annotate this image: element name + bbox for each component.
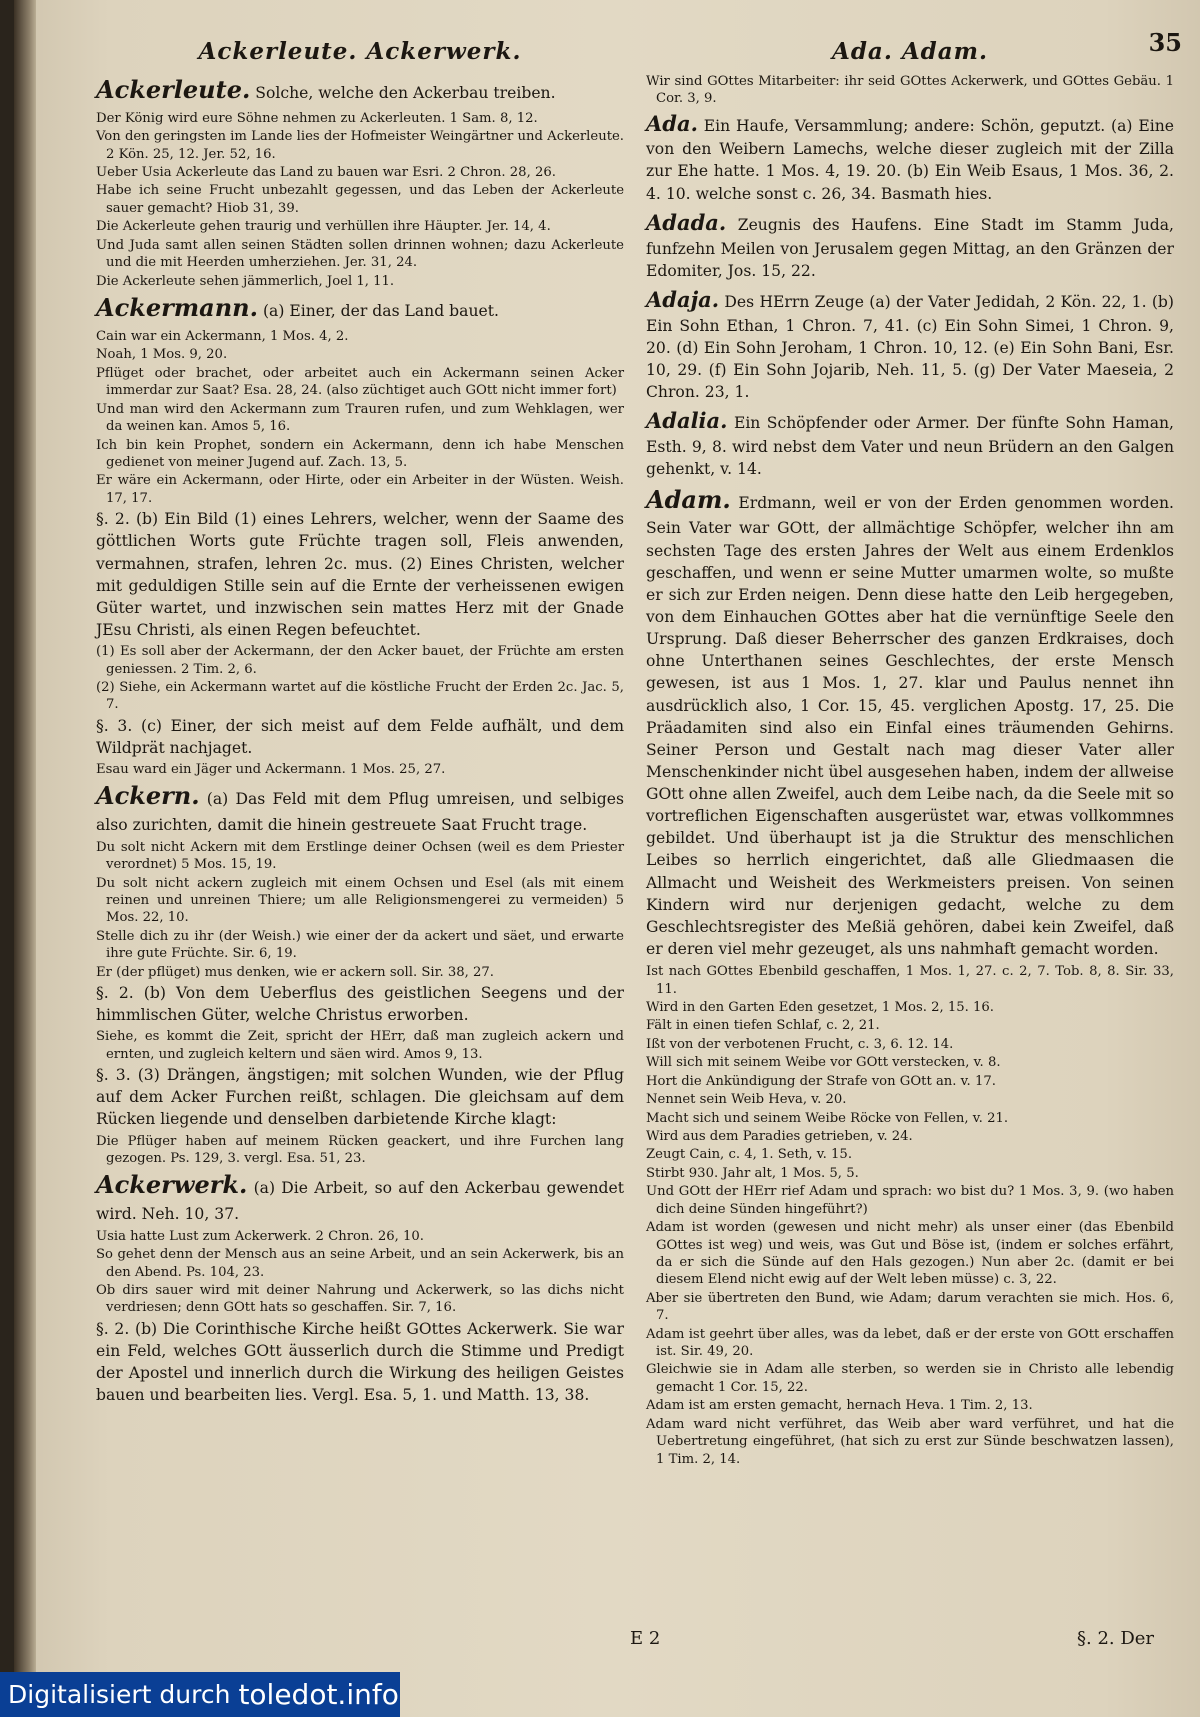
quotation-line: Er wäre ein Ackermann, oder Hirte, oder ein Arbeiter in der Wüsten. Weish. 17, 17. bbox=[96, 473, 624, 506]
quotation-list bbox=[96, 1133, 624, 1168]
quotation-list bbox=[96, 328, 624, 507]
entry-definition: (a) Das Feld mit dem Pflug umreisen, und selbiges also zurichten, damit die hinein gestreuete Saat Frucht trage. bbox=[96, 790, 624, 834]
left-column bbox=[96, 36, 624, 1408]
quotation-line: Stirbt 930. Jahr alt, 1 Mos. 5, 5. bbox=[646, 1165, 859, 1181]
quotation-line: Der König wird eure Söhne nehmen zu Ackerleuten. 1 Sam. 8, 12. bbox=[96, 110, 538, 126]
quotation-line: Adam ist worden (gewesen und nicht mehr) als unser einer (das Ebenbild GOttes ist weg) und weis, was Gut und Böse ist, (indem er solches erfährt, da er sich die Sünde auf den Hals gezogen.) Nun aber 2c. (damit er bei diesem Elend nicht ewig auf der Welt leben müsse) c. 3, 22. bbox=[646, 1220, 1174, 1288]
quotation-line: Nennet sein Weib Heva, v. 20. bbox=[646, 1092, 847, 1108]
quotation-line: So gehet denn der Mensch aus an seine Arbeit, und an sein Ackerwerk, bis an den Abend. Ps. 104, 23. bbox=[96, 1247, 624, 1280]
quotation-line: Ich bin kein Prophet, sondern ein Ackermann, denn ich habe Menschen gedienet von meiner Jugend auf. Zach. 13, 5. bbox=[96, 437, 624, 470]
entry-section: §. 3. (c) Einer, der sich meist auf dem Felde aufhält, und dem Wildprät nachjaget. bbox=[96, 716, 624, 757]
entry-headword: Ackermann. bbox=[96, 292, 258, 322]
quotation-line: Pflüget oder brachet, oder arbeitet auch ein Ackermann seinen Acker immerdar zur Saat? Esa. 28, 24. (also züchtiget auch GOtt nicht immer fort) bbox=[96, 365, 624, 399]
quotation-list bbox=[96, 761, 624, 778]
quotation-line: Hort die Ankündigung der Strafe von GOtt an. v. 17. bbox=[646, 1073, 996, 1089]
quotation-line: Du solt nicht Ackern mit dem Erstlinge deiner Ochsen (weil es dem Priester verordnet) 5 Mos. 15, 19. bbox=[96, 839, 624, 873]
entry-definition: Solche, welche den Ackerbau treiben. bbox=[255, 83, 556, 102]
entry-headword: Adada. bbox=[646, 209, 727, 235]
entry-ackermann bbox=[96, 291, 624, 325]
quotation-line: Ißt von der verbotenen Frucht, c. 3, 6. 12. 14. bbox=[646, 1036, 954, 1052]
digitization-banner bbox=[0, 1672, 400, 1717]
entry-ackerwerk bbox=[96, 1168, 624, 1224]
entry-headword: Ada. bbox=[646, 110, 698, 136]
quotation-list bbox=[96, 839, 624, 981]
entry-adalia bbox=[646, 406, 1174, 480]
banner-site-link[interactable]: toledot.info bbox=[238, 1678, 399, 1711]
entry-ackerleute bbox=[96, 73, 624, 107]
quotation-line: Wir sind GOttes Mitarbeiter: ihr seid GOttes Ackerwerk, und GOttes Gebäu. 1 Cor. 3, 9. bbox=[646, 73, 1174, 107]
entry-section: §. 2. (b) Von dem Ueberflus des geistlichen Seegens und der himmlischen Güter, welche Christus erworben. bbox=[96, 984, 624, 1025]
quotation-line: Die Ackerleute sehen jämmerlich, Joel 1, 11. bbox=[96, 273, 395, 289]
left-running-head: Ackerleute. Ackerwerk. bbox=[198, 38, 522, 65]
quotation-line: Esau ward ein Jäger und Ackermann. 1 Mos. 25, 27. bbox=[96, 762, 446, 778]
quotation-line: Aber sie übertreten den Bund, wie Adam; darum verachten sie mich. Hos. 6, 7. bbox=[646, 1290, 1174, 1324]
quotation-line: Adam ist geehrt über alles, was da lebet, daß er der erste von GOtt erschaffen ist. Sir. 49, 20. bbox=[646, 1326, 1174, 1360]
quotation-line: Will sich mit seinem Weibe vor GOtt verstecken, v. 8. bbox=[646, 1055, 1001, 1071]
quotation-line: Ist nach GOttes Ebenbild geschaffen, 1 Mos. 1, 27. c. 2, 7. Tob. 8, 8. Sir. 33, 11. bbox=[646, 964, 1174, 997]
quotation-line: Gleichwie sie in Adam alle sterben, so werden sie in Christo alle lebendig gemacht 1 Cor. 15, 22. bbox=[646, 1362, 1174, 1395]
quotation-list bbox=[96, 1028, 624, 1063]
quotation-line: Ob dirs sauer wird mit deiner Nahrung und Ackerwerk, so las dichs nicht verdriesen; denn GOtt hats so geschaffen. Sir. 7, 16. bbox=[96, 1282, 624, 1316]
entry-headword: Ackern. bbox=[96, 781, 200, 811]
entry-headword: Adaja. bbox=[646, 286, 720, 312]
entry-definition: Ein Schöpfender oder Armer. Der fünfte Sohn Haman, Esth. 9, 8. wird nebst dem Vater und neun Brüdern an den Galgen gehenkt, v. 14. bbox=[646, 414, 1174, 479]
entry-definition: (a) Einer, der das Land bauet. bbox=[262, 301, 499, 320]
entry-section: §. 2. (b) Die Corinthische Kirche heißt GOttes Ackerwerk. Sie war ein Feld, welches GOtt äusserlich durch die Stimme und Predigt der Apostel und innerlich durch die Wirkung des heiligen Geistes bauen und bearbeiten lies. Vergl. Esa. 5, 1. und Matth. 13, 38. bbox=[96, 1319, 624, 1405]
signature-mark: E 2 bbox=[630, 1628, 661, 1649]
quotation-line: Fält in einen tiefen Schlaf, c. 2, 21. bbox=[646, 1018, 880, 1034]
quotation-list bbox=[646, 73, 1174, 108]
quotation-line: Siehe, es kommt die Zeit, spricht der HErr, daß man zugleich ackern und ernten, und zugleich keltern und säen wird. Amos 9, 13. bbox=[96, 1029, 624, 1062]
entry-section: §. 2. (b) Ein Bild (1) eines Lehrers, welcher, wenn der Saame des göttlichen Worts gute Früchte tragen soll, Fleis anwenden, vermahnen, strafen, lehren 2c. mus. (2) Eines Christen, welcher mit geduldigen Stille sein auf die Ernte der verheissenen ewigen Güter wartet, und inzwischen sein mattes Herz mit der Gnade JEsu Christi, als einen Regen befeuchtet. bbox=[96, 510, 624, 639]
quotation-line: Zeugt Cain, c. 4, 1. Seth, v. 15. bbox=[646, 1147, 853, 1163]
quotation-line: Er (der pflüget) mus denken, wie er ackern soll. Sir. 38, 27. bbox=[96, 964, 494, 980]
quotation-line: Ueber Usia Ackerleute das Land zu bauen war Esri. 2 Chron. 28, 26. bbox=[96, 165, 556, 180]
quotation-line: Und man wird den Ackermann zum Trauren rufen, und zum Wehklagen, wer da weinen kan. Amos 5, 16. bbox=[96, 401, 624, 435]
quotation-line: (1) Es soll aber der Ackermann, der den Acker bauet, der Früchte am ersten geniessen. 2 Tim. 2, 6. bbox=[96, 644, 624, 677]
quotation-line: Usia hatte Lust zum Ackerwerk. 2 Chron. 26, 10. bbox=[96, 1228, 424, 1244]
quotation-line: Adam ward nicht verführet, das Weib aber ward verführet, und hat die Uebertretung eingeführet, (hat sich zu erst zur Sünde beschwatzen lassen), 1 Tim. 2, 14. bbox=[646, 1416, 1174, 1467]
entry-definition: Erdmann, weil er von der Erden genommen worden. Sein Vater war GOtt, der allmächtige Schöpfer, welcher ihn am sechsten Tage des ersten Jahres der Welt aus einem Erdenklos geschaffen, und wenn er seine Mutter umarmen wolte, so mußte er sich zur Erden neigen. Denn diese hatte den Leib hergegeben, von dem Einhauchen GOttes aber hat die vernünftige Seele den Ursprung. Daß dieser Beherrscher des ganzen Erdkraises, doch ohne Unterthanen seines Geschlechtes, der erste Mensch gewesen, ist aus 1 Mos. 1, 27. klar und Paulus nennet ihn ausdrücklich also, 1 Cor. 15, 45. verglichen Apostg. 17, 25. Die Präadamiten sind also ein Einfal eines träumenden Gehirns. Seiner Person und Gestalt nach mag dieser Vater aller Menschenkinder nicht übel ausgesehen haben, indem der allweise GOtt ohne allen Zweifel, auch dem Leibe nach, da die Seele mit so vortreflichen Eigenschaften ausgerüstet war, etwas vollkommnes gebildet. Und überhaupt ist ja die Struktur des menschlichen Leibes so herrlich eingerichtet, daß alle Gliedmaasen die Allmacht und Weisheit des Werkmeisters preisen. Von seinen Kindern wird nur derjenigen gedacht, welche zu dem Geschlechtsregister des Meßiä gehören, dabei kein Zweifel, daß er deren viel mehr gezeuget, als uns nahmhaft gemacht worden. bbox=[646, 494, 1174, 959]
quotation-list bbox=[96, 643, 624, 714]
quotation-line: Die Pflüger haben auf meinem Rücken geackert, und ihre Furchen lang gezogen. Ps. 129, 3. vergl. Esa. 51, 23. bbox=[96, 1133, 624, 1167]
quotation-line: Noah, 1 Mos. 9, 20. bbox=[96, 347, 228, 363]
entry-definition: Des HErrn Zeuge (a) der Vater Jedidah, 2 Kön. 22, 1. (b) Ein Sohn Ethan, 1 Chron. 7, 41. (c) Ein Sohn Simei, 1 Chron. 9, 20. (d) Ein Sohn Jeroham, 1 Chron. 10, 12. (e) Ein Sohn Bani, Esr. 10, 29. (f) Ein Sohn Jojarib, Neh. 11, 5. (g) Der Vater Maeseia, 2 Chron. 23, 1. bbox=[646, 292, 1174, 402]
entry-headword: Adalia. bbox=[646, 408, 728, 434]
previous-page-edge bbox=[14, 0, 36, 1717]
book-page bbox=[14, 0, 1200, 1717]
catchword: §. 2. Der bbox=[1077, 1628, 1155, 1649]
entry-adam bbox=[646, 483, 1174, 960]
entry-definition: Zeugnis des Haufens. Eine Stadt im Stamm Juda, funfzehn Meilen von Jerusalem gegen Mittag, an den Gränzen der Edomiter, Jos. 15, 22. bbox=[646, 215, 1174, 280]
quotation-line: Macht sich und seinem Weibe Röcke von Fellen, v. 21. bbox=[646, 1110, 1009, 1126]
quotation-line: Habe ich seine Frucht unbezahlt gegessen, und das Leben der Ackerleute sauer gemacht? Hiob 31, 39. bbox=[96, 183, 624, 216]
page-number: 35 bbox=[1148, 28, 1182, 57]
quotation-line: Du solt nicht ackern zugleich mit einem Ochsen und Esel (als mit einem reinen und unreinen Thiere; um alle Religionsmengerei zu vermeiden) 5 Mos. 22, 10. bbox=[96, 875, 624, 926]
quotation-list bbox=[96, 110, 624, 290]
quotation-list bbox=[96, 1228, 624, 1317]
quotation-list bbox=[646, 963, 1174, 1468]
entry-adaja bbox=[646, 285, 1174, 403]
quotation-line: Und GOtt der HErr rief Adam und sprach: wo bist du? 1 Mos. 3, 9. (wo haben dich deine Sünden hingeführt?) bbox=[646, 1184, 1174, 1217]
quotation-line: Adam ist am ersten gemacht, hernach Heva. 1 Tim. 2, 13. bbox=[646, 1398, 1033, 1414]
quotation-line: Und Juda samt allen seinen Städten sollen drinnen wohnen; dazu Ackerleute und die mit Heerden umherziehen. Jer. 31, 24. bbox=[96, 237, 624, 271]
entry-definition: (a) Die Arbeit, so auf den Ackerbau gewendet wird. Neh. 10, 37. bbox=[96, 1179, 624, 1223]
quotation-line: Stelle dich zu ihr (der Weish.) wie einer der da ackert und säet, und erwarte ihre gute Früchte. Sir. 6, 19. bbox=[96, 928, 624, 962]
entry-ada bbox=[646, 109, 1174, 205]
quotation-line: Wird aus dem Paradies getrieben, v. 24. bbox=[646, 1128, 913, 1144]
quotation-line: Von den geringsten im Lande lies der Hofmeister Weingärtner und Ackerleute. 2 Kön. 25, 12. Jer. 52, 16. bbox=[96, 129, 624, 162]
banner-prefix: Digitalisiert durch bbox=[8, 1680, 231, 1709]
entry-headword: Ackerwerk. bbox=[96, 1170, 248, 1200]
entry-ackern bbox=[96, 779, 624, 835]
entry-headword: Ackerleute. bbox=[96, 74, 251, 104]
quotation-line: (2) Siehe, ein Ackermann wartet auf die köstliche Frucht der Erden 2c. Jac. 5, 7. bbox=[96, 679, 624, 713]
entry-headword: Adam. bbox=[646, 485, 731, 515]
right-column bbox=[646, 36, 1174, 1469]
entry-definition: Ein Haufe, Versammlung; andere: Schön, geputzt. (a) Eine von den Weibern Lamechs, welche dieser zugleich mit der Zilla zur Ehe hatte. 1 Mos. 4, 19. 20. (b) Ein Weib Esaus, 1 Mos. 36, 2. 4. 10. welche sonst c. 26, 34. Basmath hies. bbox=[646, 116, 1174, 203]
right-running-head: Ada. Adam. bbox=[831, 38, 989, 65]
quotation-line: Die Ackerleute gehen traurig und verhüllen ihre Häupter. Jer. 14, 4. bbox=[96, 219, 551, 235]
entry-section: §. 3. (3) Drängen, ängstigen; mit solchen Wunden, wie der Pflug auf dem Acker Furchen reißt, schlagen. Die gleichsam auf dem Rücken liegende und denselben darbietende Kirche klagt: bbox=[96, 1066, 624, 1129]
quotation-line: Wird in den Garten Eden gesetzet, 1 Mos. 2, 15. 16. bbox=[646, 1000, 995, 1016]
quotation-line: Cain war ein Ackermann, 1 Mos. 4, 2. bbox=[96, 329, 349, 345]
entry-adada bbox=[646, 208, 1174, 282]
